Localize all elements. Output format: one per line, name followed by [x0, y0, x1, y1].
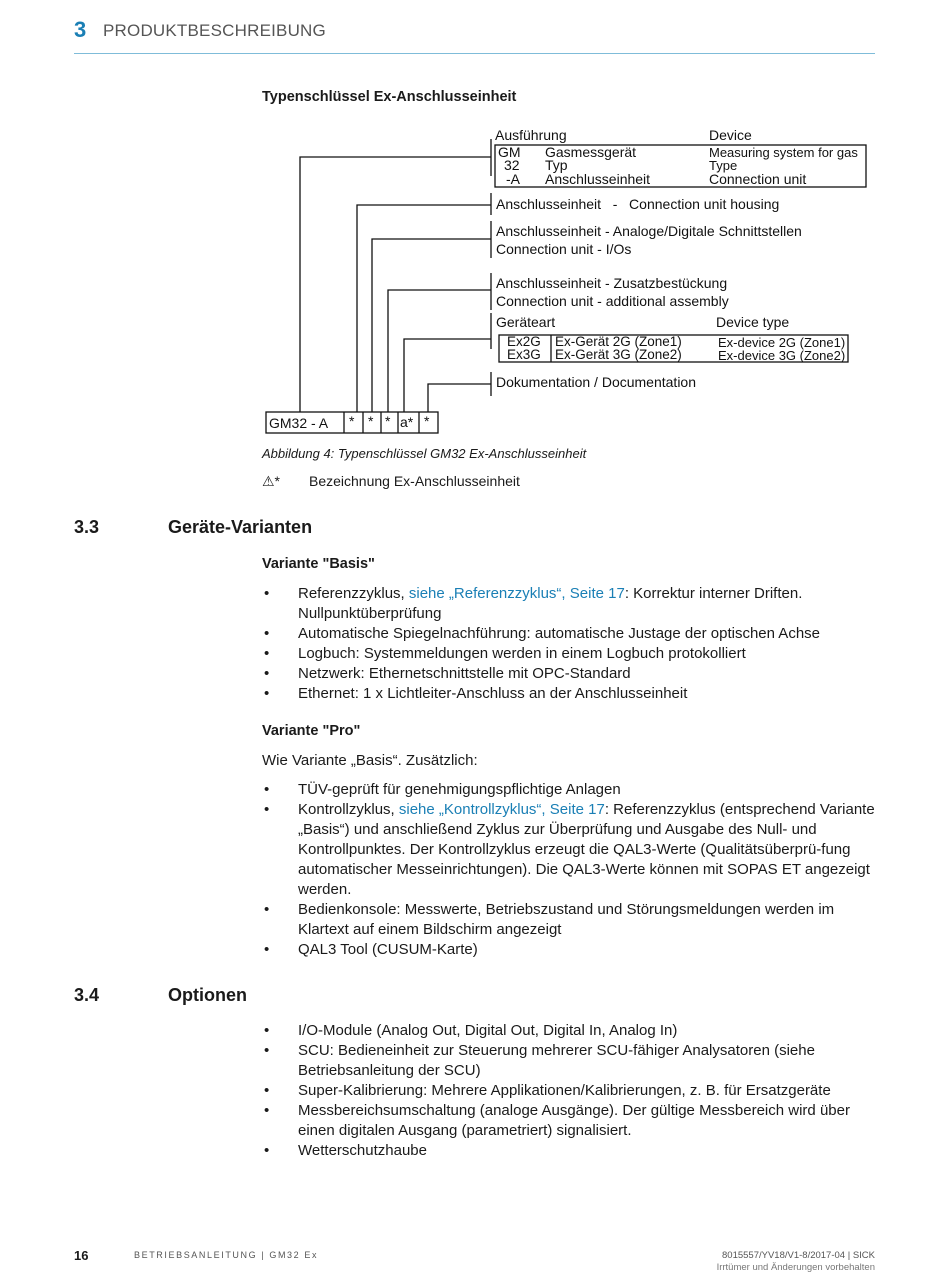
list-item [262, 684, 882, 704]
lead-devtype [404, 339, 491, 412]
list-item [262, 1141, 882, 1161]
documentation-label: Dokumentation / Documentation [496, 374, 696, 390]
devtype-header-de: Geräteart [496, 314, 556, 330]
code-cell: * [424, 413, 430, 429]
note-text: Bezeichnung Ex-Anschlusseinheit [309, 473, 520, 489]
pro-intro: Wie Variante „Basis“. Zusätzlich: [262, 752, 478, 769]
chapter-title: PRODUKTBESCHREIBUNG [103, 21, 326, 40]
bullet-icon: • [264, 1082, 270, 1099]
item-text: Bedienkonsole: Messwerte, Betriebszustand und Störungsmeldungen werden im Klartext auf einem Bildschirm angezeigt [298, 901, 835, 938]
pro-heading: Variante "Pro" [262, 723, 361, 739]
design-en: Connection unit [709, 171, 807, 187]
item-text: Wetterschutzhaube [298, 1142, 427, 1159]
bullet-icon: • [264, 1022, 270, 1039]
bullet-icon: • [264, 1042, 270, 1059]
design-de: Typ [545, 157, 568, 173]
basis-heading: Variante "Basis" [262, 556, 375, 572]
figure-caption: Abbildung 4: Typenschlüssel GM32 Ex-Anschlusseinheit [262, 446, 587, 461]
section-title: Geräte-Varianten [168, 517, 313, 537]
lead-io [372, 239, 491, 412]
devtype-en: Ex-device 2G (Zone1) [718, 335, 846, 350]
devtype-code: Ex2G [507, 334, 541, 349]
options-list [262, 1021, 882, 1161]
list-item [262, 1101, 882, 1141]
item-text: Logbuch: Systemmeldungen werden in einem Logbuch protokolliert [298, 645, 746, 662]
list-item [262, 900, 882, 940]
item-text: : Korrektur interner Driften. Nullpunktüberprüfung [298, 585, 803, 622]
section-title: Optionen [168, 985, 247, 1005]
item-text: SCU: Bedieneinheit zur Steuerung mehrerer SCU-fähiger Analysatoren (siehe Betriebsanleitung der SCU) [298, 1042, 815, 1079]
item-text: Ethernet: 1 x Lichtleiter-Anschluss an der Anschlusseinheit [298, 685, 688, 702]
list-item [262, 1041, 882, 1081]
item-text: Automatische Spiegelnachführung: automatische Justage der optischen Achse [298, 625, 820, 642]
document-id: 8015557/YV18/V1-8/2017-04 | SICK [722, 1250, 875, 1261]
bullet-icon: • [264, 1102, 270, 1119]
bullet-icon: • [264, 665, 270, 682]
bullet-icon: • [264, 645, 270, 662]
document-title: BETRIEBSANLEITUNG | GM32 Ex [134, 1250, 319, 1260]
lead-documentation [428, 384, 491, 412]
code-cell: a* [400, 414, 414, 430]
list-item [262, 584, 882, 624]
list-item [262, 940, 882, 960]
devtype-de: Ex-Gerät 2G (Zone1) [555, 334, 682, 349]
list-item [262, 1081, 882, 1101]
devtype-header-en: Device type [716, 314, 790, 330]
bullet-icon: • [264, 941, 270, 958]
item-text: : Referenzzyklus (entsprechend Variante „Basis“) und anschließend Zyklus zur Überprüfung und Ausgabe des Null- und Kontrollpunktes. Der Kontrollzyklus erzeugt die QAL3-Werte (Qualitätsüberprü-fung automatischer Messeinrichtungen). Die QAL3-Werte können mit SOPAS ET angezeigt werden. [298, 801, 875, 898]
item-text: Netzwerk: Ethernetschnittstelle mit OPC-Standard [298, 665, 631, 682]
item-text: QAL3 Tool (CUSUM-Karte) [298, 941, 478, 958]
page-number: 16 [74, 1248, 89, 1263]
item-text: I/O-Module (Analog Out, Digital Out, Digital In, Analog In) [298, 1022, 678, 1039]
lead-housing [357, 205, 491, 412]
devtype-de: Ex-Gerät 3G (Zone2) [555, 347, 682, 362]
basis-list [262, 584, 882, 704]
item-text: Kontrollzyklus, [298, 801, 399, 818]
design-header-de: Ausführung [495, 127, 567, 143]
design-code: GM [498, 144, 521, 160]
additional-label-en: Connection unit - additional assembly [496, 293, 729, 309]
lead-gm32a [300, 157, 491, 412]
warning-icon: ⚠* [262, 473, 280, 489]
list-item [262, 780, 882, 800]
list-item [262, 800, 882, 900]
code-cell: * [349, 413, 355, 429]
section-number: 3.3 [74, 517, 100, 537]
devtype-en: Ex-device 3G (Zone2) [718, 348, 846, 363]
devtype-code: Ex3G [507, 347, 541, 362]
bullet-icon: • [264, 1142, 270, 1159]
list-item [262, 644, 882, 664]
bullet-icon: • [264, 685, 270, 702]
item-text: Messbereichsumschaltung (analoge Ausgänge). Der gültige Messbereich wird über einen digitalen Ausgang (parametriert) signalisiert. [298, 1102, 850, 1139]
cross-reference-link[interactable]: siehe „Referenzzyklus“, Seite 17 [408, 585, 625, 602]
additional-label-de: Anschlusseinheit - Zusatzbestückung [496, 275, 728, 291]
disclaimer: Irrtümer und Änderungen vorbehalten [716, 1262, 875, 1273]
list-item [262, 1021, 882, 1041]
bullet-icon: • [264, 781, 270, 798]
io-label-en: Connection unit - I/Os [496, 241, 632, 257]
item-text: Super-Kalibrierung: Mehrere Applikationen/Kalibrierungen, z. B. für Ersatzgeräte [298, 1082, 831, 1099]
code-cell: GM32 - A [269, 415, 329, 431]
io-label-de: Anschlusseinheit - Analoge/Digitale Schnittstellen [496, 223, 802, 239]
bullet-icon: • [264, 625, 270, 642]
bullet-icon: • [264, 585, 270, 602]
section-number: 3.4 [74, 985, 100, 1005]
design-code: 32 [504, 157, 520, 173]
design-de: Gasmessgerät [545, 144, 637, 160]
design-code: -A [506, 171, 520, 187]
design-en: Type [709, 158, 738, 173]
code-cell: * [385, 413, 391, 429]
list-item [262, 624, 882, 644]
item-text: Referenzzyklus, [298, 585, 409, 602]
housing-label: Anschlusseinheit - Connection unit housing [496, 196, 780, 212]
design-en: Measuring system for gas [709, 145, 858, 160]
design-header-en: Device [709, 127, 752, 143]
design-de: Anschlusseinheit [545, 171, 651, 187]
bullet-icon: • [264, 901, 270, 918]
typecode-title: Typenschlüssel Ex-Anschlusseinheit [262, 89, 517, 105]
code-cell: * [368, 413, 374, 429]
bullet-icon: • [264, 801, 270, 818]
cross-reference-link[interactable]: siehe „Kontrollzyklus“, Seite 17 [398, 801, 605, 818]
typecode-diagram [0, 0, 950, 440]
pro-list [262, 780, 882, 960]
chapter-number: 3 [74, 17, 87, 42]
list-item [262, 664, 882, 684]
item-text: TÜV-geprüft für genehmigungspflichtige Anlagen [298, 781, 621, 798]
